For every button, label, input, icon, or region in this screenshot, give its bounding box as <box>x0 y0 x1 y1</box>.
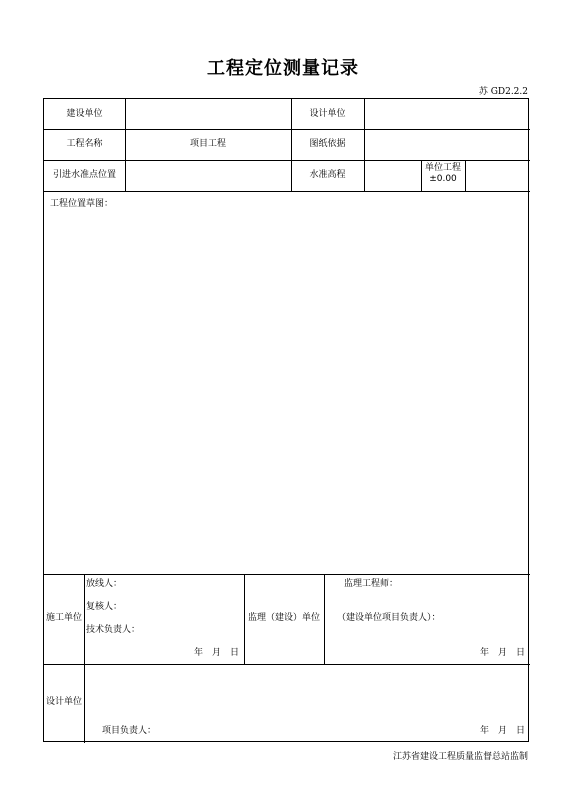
row-divider <box>44 664 530 665</box>
supervision-engineer-label: 监理工程师： <box>344 579 399 589</box>
unit-zero-label-line2: ±0.00 <box>429 174 457 184</box>
footer-issuer: 江苏省建设工程质量监督总站监制 <box>392 752 528 762</box>
design-project-lead-label: 项目负责人： <box>102 726 157 736</box>
construction-date: 年 月 日 <box>194 648 240 658</box>
form-table <box>43 98 529 742</box>
unit-zero-label-line1: 单位工程 <box>424 163 461 173</box>
benchmark-location-label: 引进水准点位置 <box>52 170 116 180</box>
reviewer-label: 复核人： <box>86 602 123 612</box>
col-divider <box>364 99 365 191</box>
row-divider <box>44 574 530 575</box>
page-title: 工程定位测量记录 <box>207 58 359 79</box>
row-divider <box>44 129 530 130</box>
benchmark-elevation-label: 水准高程 <box>309 170 346 180</box>
drawing-basis-label: 图纸依据 <box>309 139 346 149</box>
supervision-date: 年 月 日 <box>480 648 526 658</box>
design-section-label: 设计单位 <box>45 697 82 707</box>
project-name-value[interactable]: 项目工程 <box>189 139 226 149</box>
setter-label: 放线人： <box>86 579 123 589</box>
form-code: 苏 GD2.2.2 <box>478 87 528 97</box>
col-divider <box>324 574 325 664</box>
tech-lead-label: 技术负责人： <box>86 625 141 635</box>
design-date: 年 月 日 <box>480 726 526 736</box>
unit-zero-label <box>421 163 465 185</box>
project-name-label: 工程名称 <box>66 139 103 149</box>
col-divider <box>465 160 466 191</box>
row-divider <box>44 160 530 161</box>
row-divider <box>44 191 530 192</box>
construction-unit-label: 建设单位 <box>66 109 103 119</box>
sketch-label: 工程位置草图： <box>50 199 114 209</box>
construction-section-label: 施工单位 <box>45 613 82 623</box>
col-divider <box>84 574 85 743</box>
owner-lead-label: （建设单位项目负责人）： <box>337 613 441 623</box>
supervision-section-label: 监理（建设）单位 <box>247 613 320 623</box>
design-unit-label: 设计单位 <box>309 109 346 119</box>
